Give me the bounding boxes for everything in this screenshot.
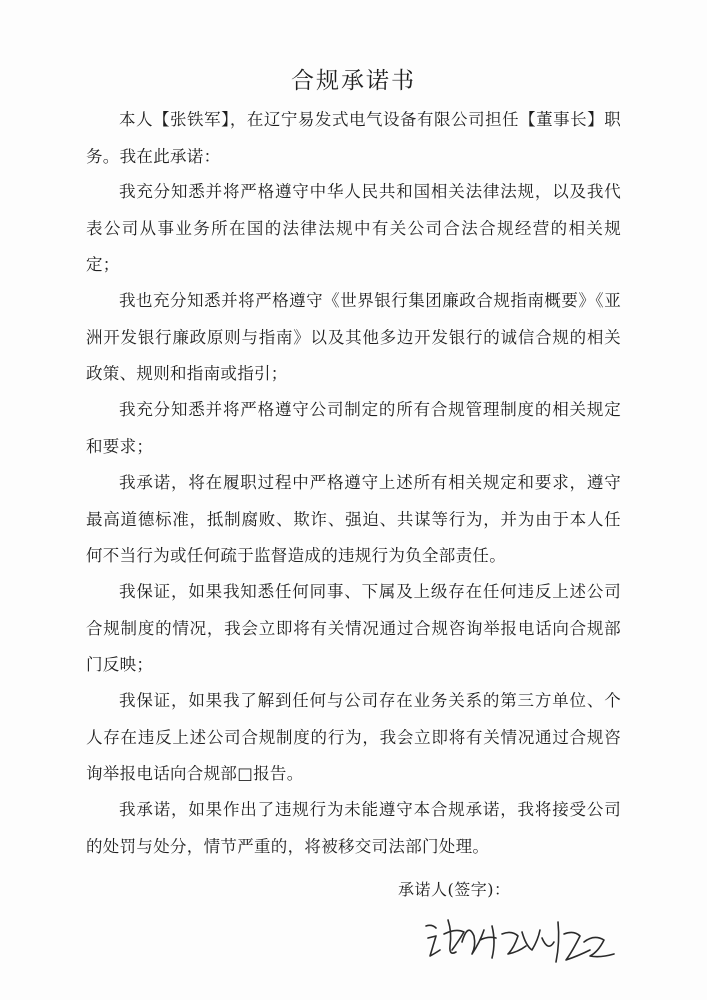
signature-label: 承诺人(签字)： — [398, 880, 511, 899]
paragraph-ethics-commitment: 我承诺，将在履职过程中严格遵守上述所有相关规定和要求，遵守最高道德标准，抵制腐败、欺诈、强迫、共谋等行为，并为由于本人任何不当行为或任何疏于监督造成的违规行为负全部责任。 — [86, 473, 621, 565]
paragraph-company-rules: 我充分知悉并将严格遵守公司制定的所有合规管理制度的相关规定和要求； — [86, 400, 621, 456]
paragraph-laws: 我充分知悉并将严格遵守中华人民共和国相关法律法规，以及我代表公司从事业务所在国的法律法规中有关公司合法合规经营的相关规定； — [86, 182, 621, 274]
paragraph-report-colleagues: 我保证，如果我知悉任何同事、下属及上级存在任何违反上述公司合规制度的情况，我会立即将有关情况通过合规咨询举报电话向合规部门反映； — [86, 582, 621, 674]
document-title: 合规承诺书 — [291, 68, 416, 94]
paragraph-report-third-party: 我保证，如果我了解到任何与公司存在业务关系的第三方单位、个人存在违反上述公司合规制度的行为，我会立即将有关情况通过合规咨询举报电话向合规部□报告。 — [86, 691, 621, 783]
paragraph-bank-guidelines: 我也充分知悉并将严格遵守《世界银行集团廉政合规指南概要》《亚洲开发银行廉政原则与指南》以及其他多边开发银行的诚信合规的相关政策、规则和指南或指引； — [86, 291, 621, 383]
paragraph-penalty: 我承诺，如果作出了违规行为未能遵守本合规承诺，我将接受公司的处罚与处分，情节严重的，将被移交司法部门处理。 — [86, 800, 621, 856]
paragraph-intro: 本人【张铁军】，在辽宁易发式电气设备有限公司担任【董事长】职务。我在此承诺： — [86, 110, 621, 166]
handwritten-signature — [422, 912, 622, 972]
